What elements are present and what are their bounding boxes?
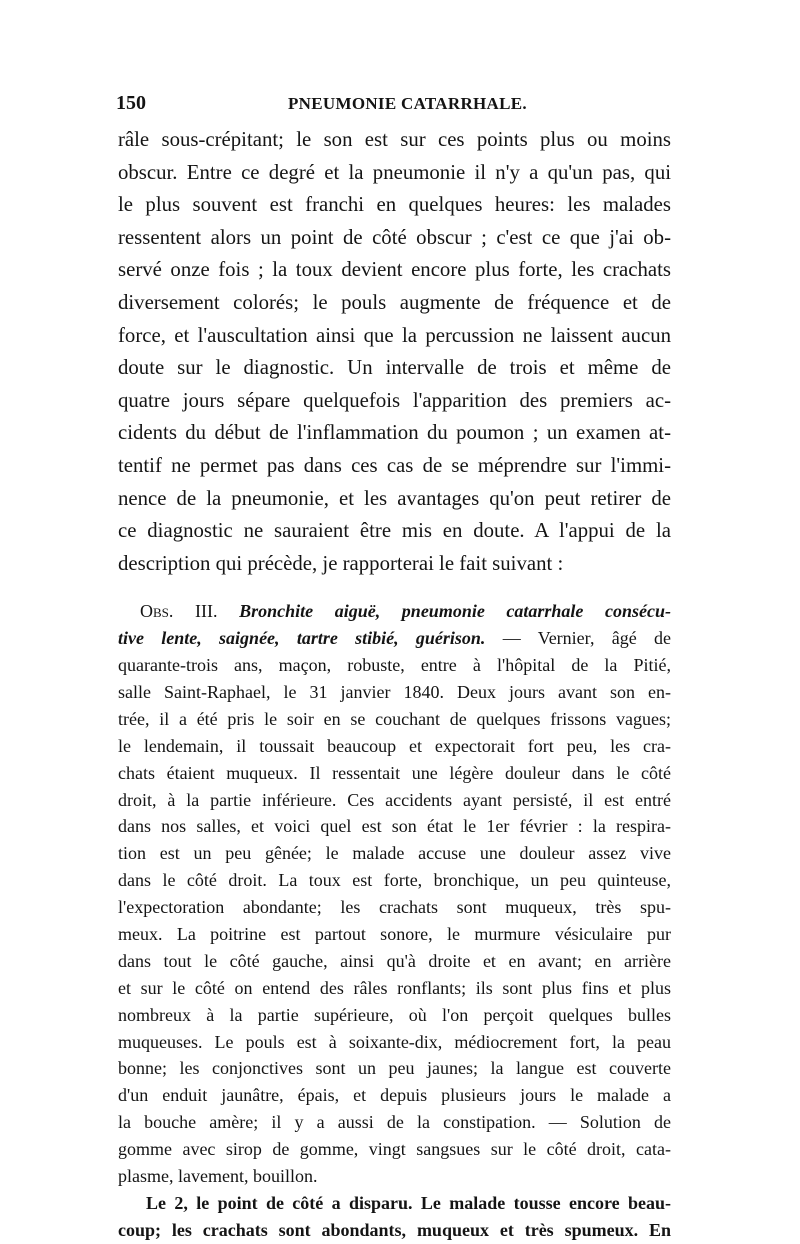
text-line: force, et l'auscultation ainsi que la percussion ne laissent aucun bbox=[118, 323, 671, 347]
text-line: dans le côté droit. La toux est forte, bronchique, un peu quinteuse, bbox=[118, 870, 671, 891]
page-number: 150 bbox=[116, 92, 146, 114]
text-line: l'expectoration abondante; les crachats sont muqueux, très spu- bbox=[118, 897, 671, 918]
text-line: trée, il a été pris le soir en se couchant de quelques frissons vagues; bbox=[118, 708, 671, 729]
page-header bbox=[116, 92, 672, 120]
text-line: obscur. Entre ce degré et la pneumonie il n'y a qu'un pas, qui bbox=[118, 160, 671, 184]
text-line: cidents du début de l'inflammation du poumon ; un examen at- bbox=[118, 421, 671, 445]
text-line: bonne; les conjonctives sont un peu jaunes; la langue est couverte bbox=[118, 1058, 671, 1079]
observation-label: Obs. III. bbox=[140, 601, 218, 622]
text-line: coup; les crachats sont abondants, muqueux et très spumeux. En bbox=[118, 1219, 671, 1240]
text-line: dans nos salles, et voici quel est son état le 1er février : la respira- bbox=[118, 816, 671, 837]
text-line: quatre jours sépare quelquefois l'apparition des premiers ac- bbox=[118, 388, 671, 412]
text-line: le lendemain, il toussait beaucoup et expectorait fort peu, les cra- bbox=[118, 735, 671, 756]
text-line: Le 2, le point de côté a disparu. Le malade tousse encore beau- bbox=[146, 1192, 671, 1213]
text-line: quarante-trois ans, maçon, robuste, entre à l'hôpital de la Pitié, bbox=[118, 655, 671, 676]
text-line: tentif ne permet pas dans ces cas de se méprendre sur l'immi- bbox=[118, 453, 671, 477]
text-line: nence de la pneumonie, et les avantages qu'on peut retirer de bbox=[118, 486, 671, 510]
text-line: diversement colorés; le pouls augmente de fréquence et de bbox=[118, 290, 671, 314]
observation-heading-line bbox=[118, 598, 671, 625]
text-line: droit, à la partie inférieure. Ces accidents ayant persisté, il est entré bbox=[118, 789, 671, 810]
text-line: chats étaient muqueux. Il ressentait une légère douleur dans le côté bbox=[118, 762, 671, 783]
running-title: PNEUMONIE CATARRHALE. bbox=[288, 94, 527, 113]
observation-heading-line-2 bbox=[118, 625, 671, 652]
text-line: plasme, lavement, bouillon. bbox=[118, 1166, 318, 1187]
text-line: et sur le côté on entend des râles ronflants; ils sont plus fins et plus bbox=[118, 977, 671, 998]
text-line: ressentent alors un point de côté obscur ; c'est ce que j'ai ob- bbox=[118, 225, 671, 249]
text-line: d'un enduit jaunâtre, épais, et depuis plusieurs jours le malade a bbox=[118, 1085, 671, 1106]
text-line: doute sur le diagnostic. Un intervalle de trois et même de bbox=[118, 356, 671, 380]
text-line: gomme avec sirop de gomme, vingt sangsues sur le côté droit, cata- bbox=[118, 1139, 671, 1160]
text-line: dans tout le côté gauche, ainsi qu'à droite et en avant; en arrière bbox=[118, 950, 671, 971]
paragraph-main bbox=[118, 124, 671, 580]
paragraph-followup bbox=[118, 1190, 671, 1244]
text-line: nombreux à la partie supérieure, où l'on perçoit quelques bulles bbox=[118, 1004, 671, 1025]
text-line: la bouche amère; il y a aussi de la constipation. — Solution de bbox=[118, 1112, 671, 1133]
observation-paragraph bbox=[118, 598, 671, 1190]
text-line: râle sous-crépitant; le son est sur ces points plus ou moins bbox=[118, 128, 671, 151]
observation-title-part-2: tive lente, saignée, tartre stibié, guérison. bbox=[118, 628, 486, 649]
text-line: servé onze fois ; la toux devient encore plus forte, les crachats bbox=[118, 258, 671, 282]
text-line: le plus souvent est franchi en quelques heures: les malades bbox=[118, 193, 671, 217]
text-line: salle Saint-Raphael, le 31 janvier 1840. Deux jours avant son en- bbox=[118, 681, 671, 702]
text-line: meux. La poitrine est partout sonore, le murmure vésiculaire pur bbox=[118, 924, 671, 944]
page-body bbox=[118, 124, 671, 1244]
text-line: description qui précède, je rapporterai le fait suivant : bbox=[118, 551, 564, 575]
text-line: muqueuses. Le pouls est à soixante-dix, médiocrement fort, la peau bbox=[118, 1031, 671, 1052]
text-line: ce diagnostic ne sauraient être mis en doute. A l'appui de la bbox=[118, 519, 671, 543]
observation-title-part-1: Bronchite aiguë, pneumonie catarrhale consécu- bbox=[239, 601, 671, 622]
text-line: tion est un peu gênée; le malade accuse une douleur assez vive bbox=[118, 843, 671, 864]
observation-patient-intro: — Vernier, âgé de bbox=[485, 628, 671, 649]
